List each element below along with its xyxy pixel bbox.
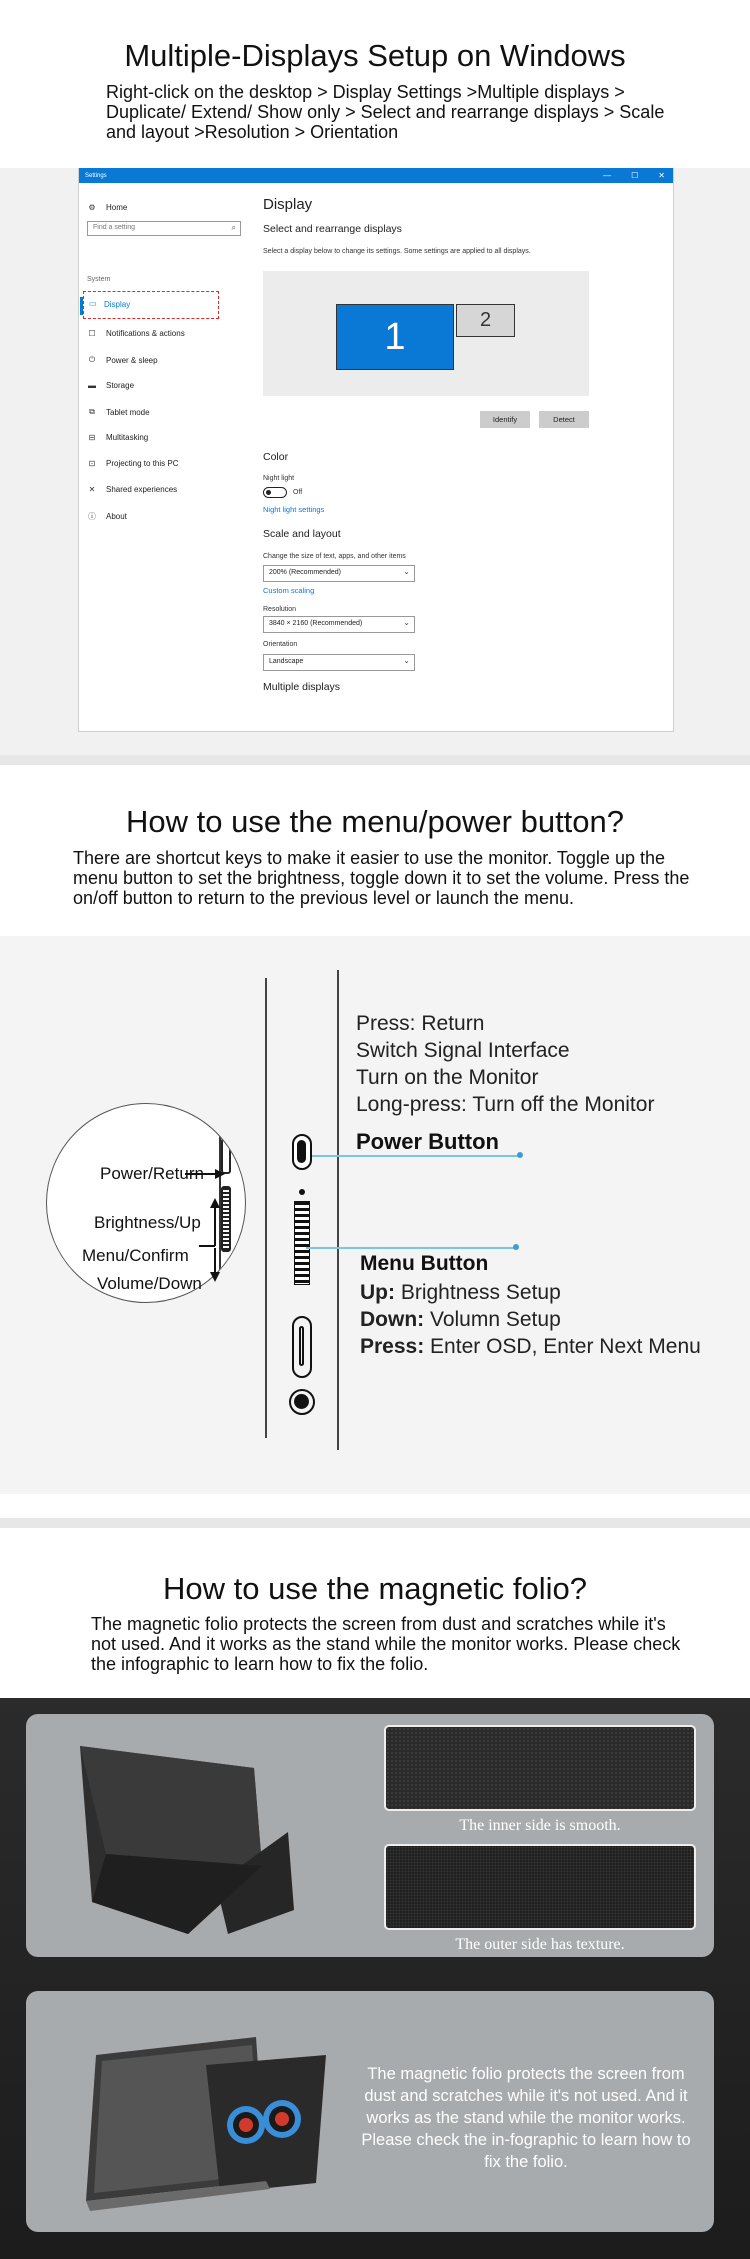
button-diagram — [0, 936, 750, 1494]
chevron-down-icon: ⌄ — [403, 618, 410, 627]
section-button-header — [0, 770, 750, 936]
night-light-state: Off — [293, 489, 303, 496]
power-desc-line: Long-press: Turn off the Monitor — [356, 1093, 655, 1116]
select-displays-heading: Select and rearrange displays — [263, 223, 402, 235]
menu-desc-key: Down: — [360, 1308, 425, 1331]
sidebar-item-label: Shared experiences — [106, 485, 178, 494]
menu-button-title: Menu Button — [360, 1252, 489, 1275]
device-edge-line — [265, 978, 267, 1438]
resolution-value: 3840 × 2160 (Recommended) — [269, 620, 363, 627]
settings-screenshot-area — [0, 168, 750, 760]
search-input[interactable] — [87, 221, 241, 236]
sidebar-item-label: Notifications & actions — [106, 329, 185, 338]
minimize-icon[interactable]: — — [603, 171, 612, 180]
section-divider — [0, 755, 750, 765]
shared-icon: ✕ — [88, 485, 96, 494]
section-title: Multiple-Displays Setup on Windows — [124, 38, 626, 73]
menu-desc-line — [360, 1308, 561, 1332]
menu-desc-key: Up: — [360, 1281, 395, 1304]
projecting-icon: ⊡ — [88, 459, 96, 468]
section-folio-header — [0, 1531, 750, 1698]
monitor-with-folio-image — [56, 2015, 346, 2215]
custom-scaling-link[interactable]: Custom scaling — [263, 586, 315, 595]
detect-button[interactable]: Detect — [539, 411, 589, 428]
display-arrangement-box — [263, 271, 589, 396]
sidebar-item-label: About — [106, 512, 127, 521]
monitor-icon: ▭ — [89, 299, 97, 308]
sidebar-item-label: Home — [106, 203, 128, 212]
storage-icon: ▬ — [88, 381, 96, 390]
section-intro: Right-click on the desktop > Display Settings >Multiple displays > Duplicate/ Extend/ Show only > Select and rearrange displays > Scale and layout >Resolution > Orientation — [106, 82, 665, 142]
night-light-settings-link[interactable]: Night light settings — [263, 505, 325, 514]
inner-side-caption: The inner side is smooth. — [459, 1817, 621, 1834]
power-button-title: Power Button — [356, 1129, 499, 1154]
callout-dot — [517, 1152, 523, 1158]
monitor-1[interactable]: 1 — [336, 304, 454, 370]
orientation-value: Landscape — [269, 658, 304, 665]
sidebar-item-label: Multitasking — [106, 433, 149, 442]
section-intro: There are shortcut keys to make it easier to use the monitor. Toggle up the menu button to set the brightness, toggle down it to set the volume. Press the on/off button to return to the previous level or launch the menu. — [73, 848, 690, 908]
audio-jack-graphic — [289, 1389, 315, 1415]
sidebar-item-shared-experiences[interactable] — [87, 485, 177, 494]
select-displays-desc: Select a display below to change its settings. Some settings are applied to all displays. — [263, 248, 531, 255]
settings-window — [78, 168, 674, 732]
device-edge-line — [337, 970, 339, 1450]
label-volume-down: Volume/Down — [97, 1274, 202, 1293]
section-intro: The magnetic folio protects the screen from dust and scratches while it's not used. And it works as the stand while the monitor works. Please check the infographic to learn how to fix the folio. — [91, 1614, 681, 1674]
multiple-displays-heading: Multiple displays — [263, 681, 341, 693]
close-icon[interactable]: ✕ — [658, 171, 665, 180]
resolution-label: Resolution — [263, 606, 297, 613]
window-title: Settings — [85, 172, 107, 179]
page-title: Display — [263, 196, 313, 213]
outer-side-caption: The outer side has texture. — [455, 1936, 625, 1953]
scale-value: 200% (Recommended) — [269, 569, 341, 576]
orientation-label: Orientation — [263, 641, 298, 648]
menu-desc-line — [360, 1335, 701, 1359]
label-menu-confirm: Menu/Confirm — [82, 1246, 189, 1265]
folio-card-magnet — [26, 1991, 714, 2232]
sidebar-item-multitasking[interactable] — [87, 433, 148, 442]
chevron-down-icon: ⌄ — [403, 567, 410, 576]
menu-desc-text: Brightness Setup — [395, 1281, 561, 1304]
power-desc-line: Press: Return — [356, 1012, 485, 1035]
monitor-2[interactable]: 2 — [456, 304, 515, 337]
sidebar-item-label: Power & sleep — [106, 355, 158, 365]
maximize-icon[interactable]: ☐ — [631, 171, 639, 180]
sidebar-item-label: Tablet mode — [106, 407, 150, 417]
resolution-select[interactable] — [263, 616, 415, 633]
sidebar-item-display[interactable] — [83, 291, 219, 319]
callout-line — [306, 1247, 516, 1249]
label-power-return: Power/Return — [100, 1164, 204, 1183]
label-brightness-up: Brightness/Up — [94, 1213, 201, 1232]
sidebar-item-label: Display — [104, 300, 131, 309]
callout-line — [312, 1155, 520, 1157]
settings-sidebar — [79, 183, 249, 732]
sidebar-item-label: Storage — [106, 381, 135, 390]
search-icon: ⌕ — [231, 223, 236, 232]
selected-indicator — [80, 297, 83, 315]
color-heading: Color — [263, 451, 289, 463]
home-icon: ⚙ — [88, 203, 96, 212]
menu-desc-text: Volumn Setup — [424, 1308, 561, 1331]
section-divider — [0, 1518, 750, 1528]
callout-dot — [513, 1244, 519, 1250]
sidebar-item-projecting[interactable] — [87, 459, 178, 468]
folio-card-surfaces — [26, 1714, 714, 1957]
section-windows-setup-header — [0, 0, 750, 168]
port-graphic — [292, 1316, 312, 1378]
tablet-icon: ⧉ — [89, 407, 95, 416]
identify-button[interactable]: Identify — [480, 411, 530, 428]
power-desc-line: Switch Signal Interface — [356, 1039, 570, 1062]
toggle-knob — [266, 490, 271, 495]
window-titlebar — [79, 168, 673, 183]
sidebar-group-label: System — [87, 276, 111, 283]
arrow-icons — [185, 1146, 245, 1286]
night-light-toggle[interactable] — [263, 487, 287, 498]
scale-layout-heading: Scale and layout — [263, 528, 341, 540]
sidebar-item-about[interactable] — [87, 511, 127, 522]
power-button-graphic — [292, 1134, 312, 1170]
sidebar-item-notifications[interactable] — [87, 329, 185, 338]
chevron-down-icon: ⌄ — [403, 656, 410, 665]
scale-select[interactable] — [263, 565, 415, 582]
inner-side-swatch — [384, 1725, 696, 1811]
sidebar-item-tablet-mode[interactable] — [87, 407, 150, 417]
search-placeholder: Find a setting — [93, 224, 136, 231]
sidebar-item-home[interactable] — [87, 203, 127, 212]
power-icon: ⏻ — [88, 355, 96, 364]
sidebar-item-storage[interactable] — [87, 381, 134, 390]
section-title: How to use the menu/power button? — [125, 804, 625, 839]
menu-desc-text: Enter OSD, Enter Next Menu — [424, 1335, 701, 1358]
sidebar-item-label: Projecting to this PC — [106, 459, 179, 468]
outer-side-swatch — [384, 1844, 696, 1930]
scale-desc: Change the size of text, apps, and other items — [263, 553, 406, 560]
multitasking-icon: ⊟ — [88, 433, 96, 442]
menu-desc-key: Press: — [360, 1335, 425, 1358]
menu-desc-line — [360, 1281, 561, 1305]
night-light-label: Night light — [263, 475, 295, 482]
folio-magnet-description: The magnetic folio protects the screen from dust and scratches while it's not used. And it works as the stand while the monitor works. Please check the in-fographic to learn how to fix the folio. — [361, 2065, 691, 2171]
orientation-select[interactable] — [263, 654, 415, 671]
sidebar-item-power-sleep[interactable] — [87, 355, 158, 365]
menu-rocker-graphic — [294, 1201, 310, 1285]
notifications-icon: ☐ — [88, 329, 96, 338]
led-indicator — [299, 1189, 305, 1195]
power-desc-line: Turn on the Monitor — [356, 1066, 539, 1089]
folio-stand-image — [56, 1734, 306, 1944]
folio-infographic — [0, 1698, 750, 2259]
section-title: How to use the magnetic folio? — [163, 1571, 587, 1606]
info-icon: ⓘ — [88, 512, 96, 521]
